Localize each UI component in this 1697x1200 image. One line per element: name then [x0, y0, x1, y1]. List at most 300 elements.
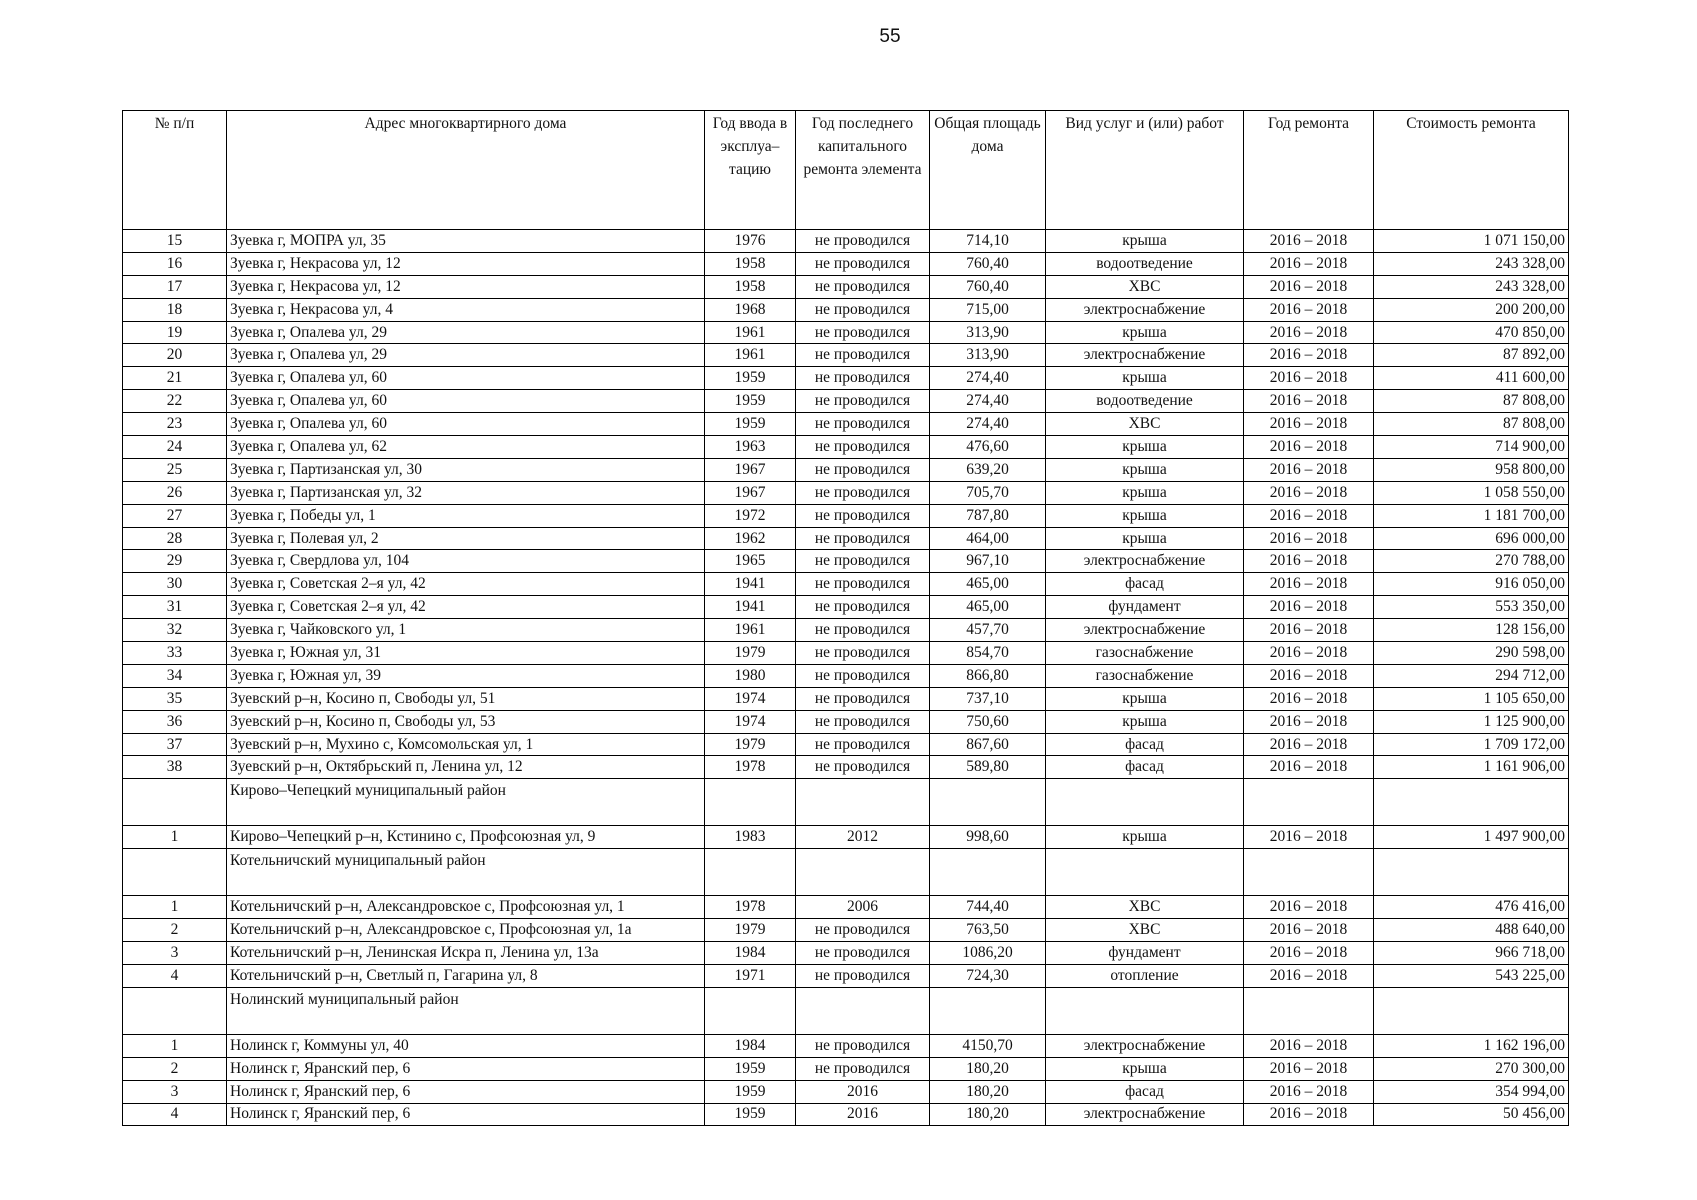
cell-last-repair: не проводился — [796, 942, 930, 965]
cell-address: Зуевка г, Полевая ул, 2 — [227, 527, 705, 550]
cell-num: 2 — [123, 919, 227, 942]
cell-last-repair: не проводился — [796, 733, 930, 756]
column-header-repair-year: Год ремонта — [1244, 111, 1374, 230]
cell-address: Зуевский р–н, Мухино с, Комсомольская ул, 1 — [227, 733, 705, 756]
empty-cell — [796, 849, 930, 896]
cell-address: Зуевка г, Советская 2–я ул, 42 — [227, 596, 705, 619]
column-header-cost: Стоимость ремонта — [1374, 111, 1569, 230]
cell-work-type: электроснабжение — [1046, 298, 1244, 321]
table-row — [123, 527, 1569, 550]
cell-cost: 958 800,00 — [1374, 458, 1569, 481]
cell-year-built: 1979 — [705, 919, 796, 942]
cell-num: 37 — [123, 733, 227, 756]
cell-address: Зуевка г, Победы ул, 1 — [227, 504, 705, 527]
cell-last-repair: не проводился — [796, 964, 930, 987]
cell-last-repair: не проводился — [796, 367, 930, 390]
cell-last-repair: не проводился — [796, 1034, 930, 1057]
cell-cost: 488 640,00 — [1374, 919, 1569, 942]
cell-area: 867,60 — [930, 733, 1046, 756]
cell-address: Котельничский р–н, Александровское с, Профсоюзная ул, 1 — [227, 896, 705, 919]
cell-year-built: 1961 — [705, 321, 796, 344]
cell-work-type: крыша — [1046, 458, 1244, 481]
cell-area: 1086,20 — [930, 942, 1046, 965]
cell-year-built: 1959 — [705, 367, 796, 390]
empty-cell — [705, 779, 796, 826]
table-row — [123, 756, 1569, 779]
cell-num: 4 — [123, 964, 227, 987]
cell-cost: 294 712,00 — [1374, 664, 1569, 687]
cell-num: 35 — [123, 687, 227, 710]
cell-last-repair: 2016 — [796, 1103, 930, 1126]
cell-repair-year: 2016 – 2018 — [1244, 458, 1374, 481]
section-row — [123, 779, 1569, 826]
cell-area: 180,20 — [930, 1080, 1046, 1103]
cell-num: 18 — [123, 298, 227, 321]
cell-work-type: фундамент — [1046, 596, 1244, 619]
cell-work-type: крыша — [1046, 826, 1244, 849]
cell-last-repair: 2012 — [796, 826, 930, 849]
cell-repair-year: 2016 – 2018 — [1244, 919, 1374, 942]
cell-num: 15 — [123, 230, 227, 253]
section-title: Нолинский муниципальный район — [227, 987, 705, 1034]
cell-year-built: 1979 — [705, 642, 796, 665]
table-row — [123, 550, 1569, 573]
cell-num: 20 — [123, 344, 227, 367]
cell-area: 998,60 — [930, 826, 1046, 849]
cell-work-type: отопление — [1046, 964, 1244, 987]
empty-cell — [930, 987, 1046, 1034]
cell-num: 31 — [123, 596, 227, 619]
cell-last-repair: не проводился — [796, 458, 930, 481]
cell-address: Зуевский р–н, Октябрьский п, Ленина ул, 12 — [227, 756, 705, 779]
cell-address: Нолинск г, Яранский пер, 6 — [227, 1080, 705, 1103]
cell-year-built: 1984 — [705, 942, 796, 965]
cell-num: 28 — [123, 527, 227, 550]
cell-address: Зуевка г, Опалева ул, 60 — [227, 367, 705, 390]
table-row — [123, 642, 1569, 665]
cell-repair-year: 2016 – 2018 — [1244, 756, 1374, 779]
cell-address: Зуевка г, Некрасова ул, 12 — [227, 275, 705, 298]
empty-cell — [1374, 987, 1569, 1034]
cell-num: 1 — [123, 896, 227, 919]
cell-address: Зуевский р–н, Косино п, Свободы ул, 51 — [227, 687, 705, 710]
cell-last-repair: 2006 — [796, 896, 930, 919]
cell-work-type: ХВС — [1046, 275, 1244, 298]
table-row — [123, 1057, 1569, 1080]
cell-year-built: 1978 — [705, 896, 796, 919]
cell-area: 760,40 — [930, 252, 1046, 275]
cell-year-built: 1959 — [705, 1103, 796, 1126]
cell-num: 21 — [123, 367, 227, 390]
cell-last-repair: не проводился — [796, 275, 930, 298]
cell-cost: 1 071 150,00 — [1374, 230, 1569, 253]
cell-repair-year: 2016 – 2018 — [1244, 1057, 1374, 1080]
cell-num: 29 — [123, 550, 227, 573]
empty-cell — [123, 987, 227, 1034]
cell-work-type: электроснабжение — [1046, 619, 1244, 642]
cell-repair-year: 2016 – 2018 — [1244, 619, 1374, 642]
cell-work-type: газоснабжение — [1046, 664, 1244, 687]
cell-address: Зуевка г, Партизанская ул, 30 — [227, 458, 705, 481]
cell-last-repair: не проводился — [796, 619, 930, 642]
column-header-address: Адрес многоквартирного дома — [227, 111, 705, 230]
cell-cost: 1 125 900,00 — [1374, 710, 1569, 733]
cell-area: 724,30 — [930, 964, 1046, 987]
cell-cost: 714 900,00 — [1374, 436, 1569, 459]
cell-last-repair: не проводился — [796, 596, 930, 619]
cell-last-repair: не проводился — [796, 756, 930, 779]
empty-cell — [930, 849, 1046, 896]
cell-work-type: электроснабжение — [1046, 1103, 1244, 1126]
cell-year-built: 1959 — [705, 390, 796, 413]
cell-year-built: 1971 — [705, 964, 796, 987]
cell-area: 274,40 — [930, 413, 1046, 436]
cell-repair-year: 2016 – 2018 — [1244, 436, 1374, 459]
cell-cost: 243 328,00 — [1374, 275, 1569, 298]
cell-num: 17 — [123, 275, 227, 298]
cell-num: 1 — [123, 826, 227, 849]
cell-area: 589,80 — [930, 756, 1046, 779]
cell-work-type: крыша — [1046, 436, 1244, 459]
cell-area: 737,10 — [930, 687, 1046, 710]
cell-area: 854,70 — [930, 642, 1046, 665]
cell-area: 715,00 — [930, 298, 1046, 321]
cell-address: Зуевка г, Советская 2–я ул, 42 — [227, 573, 705, 596]
table-row — [123, 942, 1569, 965]
cell-area: 180,20 — [930, 1057, 1046, 1080]
cell-work-type: ХВС — [1046, 413, 1244, 436]
cell-year-built: 1978 — [705, 756, 796, 779]
page-number: 55 — [879, 26, 901, 47]
cell-address: Зуевка г, Опалева ул, 62 — [227, 436, 705, 459]
cell-last-repair: не проводился — [796, 710, 930, 733]
cell-num: 30 — [123, 573, 227, 596]
table-row — [123, 1080, 1569, 1103]
cell-cost: 1 497 900,00 — [1374, 826, 1569, 849]
cell-area: 744,40 — [930, 896, 1046, 919]
cell-address: Котельничский р–н, Светлый п, Гагарина ул, 8 — [227, 964, 705, 987]
cell-repair-year: 2016 – 2018 — [1244, 664, 1374, 687]
table-row — [123, 964, 1569, 987]
cell-work-type: крыша — [1046, 710, 1244, 733]
cell-work-type: электроснабжение — [1046, 550, 1244, 573]
table-header-row — [123, 111, 1569, 230]
cell-repair-year: 2016 – 2018 — [1244, 896, 1374, 919]
cell-repair-year: 2016 – 2018 — [1244, 596, 1374, 619]
empty-cell — [1244, 849, 1374, 896]
cell-work-type: фасад — [1046, 756, 1244, 779]
cell-last-repair: не проводился — [796, 252, 930, 275]
cell-year-built: 1976 — [705, 230, 796, 253]
cell-work-type: крыша — [1046, 321, 1244, 344]
cell-repair-year: 2016 – 2018 — [1244, 298, 1374, 321]
cell-year-built: 1984 — [705, 1034, 796, 1057]
column-header-year-built: Год ввода в эксплуа–тацию — [705, 111, 796, 230]
cell-num: 19 — [123, 321, 227, 344]
cell-work-type: крыша — [1046, 481, 1244, 504]
cell-year-built: 1959 — [705, 1057, 796, 1080]
cell-num: 36 — [123, 710, 227, 733]
cell-repair-year: 2016 – 2018 — [1244, 733, 1374, 756]
cell-address: Зуевка г, Опалева ул, 60 — [227, 413, 705, 436]
cell-num: 24 — [123, 436, 227, 459]
column-header-area: Общая площадь дома — [930, 111, 1046, 230]
cell-area: 760,40 — [930, 275, 1046, 298]
cell-cost: 470 850,00 — [1374, 321, 1569, 344]
empty-cell — [1046, 987, 1244, 1034]
cell-last-repair: не проводился — [796, 687, 930, 710]
cell-last-repair: не проводился — [796, 504, 930, 527]
cell-repair-year: 2016 – 2018 — [1244, 642, 1374, 665]
cell-area: 714,10 — [930, 230, 1046, 253]
cell-repair-year: 2016 – 2018 — [1244, 550, 1374, 573]
cell-cost: 1 058 550,00 — [1374, 481, 1569, 504]
table-row — [123, 710, 1569, 733]
cell-year-built: 1961 — [705, 344, 796, 367]
cell-cost: 270 300,00 — [1374, 1057, 1569, 1080]
cell-last-repair: не проводился — [796, 550, 930, 573]
cell-work-type: крыша — [1046, 230, 1244, 253]
cell-cost: 243 328,00 — [1374, 252, 1569, 275]
table-row — [123, 481, 1569, 504]
cell-work-type: электроснабжение — [1046, 344, 1244, 367]
cell-address: Нолинск г, Яранский пер, 6 — [227, 1103, 705, 1126]
cell-area: 866,80 — [930, 664, 1046, 687]
cell-repair-year: 2016 – 2018 — [1244, 573, 1374, 596]
cell-area: 313,90 — [930, 344, 1046, 367]
cell-repair-year: 2016 – 2018 — [1244, 344, 1374, 367]
table-row — [123, 619, 1569, 642]
cell-cost: 128 156,00 — [1374, 619, 1569, 642]
table-row — [123, 321, 1569, 344]
table-row — [123, 826, 1569, 849]
cell-cost: 200 200,00 — [1374, 298, 1569, 321]
cell-repair-year: 2016 – 2018 — [1244, 413, 1374, 436]
cell-repair-year: 2016 – 2018 — [1244, 481, 1374, 504]
section-title: Кирово–Чепецкий муниципальный район — [227, 779, 705, 826]
table-row — [123, 596, 1569, 619]
cell-num: 23 — [123, 413, 227, 436]
cell-work-type: крыша — [1046, 1057, 1244, 1080]
cell-cost: 290 598,00 — [1374, 642, 1569, 665]
cell-last-repair: не проводился — [796, 642, 930, 665]
cell-address: Зуевка г, Некрасова ул, 12 — [227, 252, 705, 275]
cell-year-built: 1974 — [705, 710, 796, 733]
table-row — [123, 367, 1569, 390]
cell-address: Зуевка г, Свердлова ул, 104 — [227, 550, 705, 573]
cell-work-type: крыша — [1046, 367, 1244, 390]
cell-address: Кирово–Чепецкий р–н, Кстинино с, Профсоюзная ул, 9 — [227, 826, 705, 849]
cell-repair-year: 2016 – 2018 — [1244, 390, 1374, 413]
cell-work-type: крыша — [1046, 504, 1244, 527]
table-row — [123, 733, 1569, 756]
section-title: Котельничский муниципальный район — [227, 849, 705, 896]
cell-address: Зуевка г, Опалева ул, 60 — [227, 390, 705, 413]
cell-address: Котельничский р–н, Ленинская Искра п, Ленина ул, 13а — [227, 942, 705, 965]
cell-year-built: 1967 — [705, 481, 796, 504]
cell-year-built: 1958 — [705, 252, 796, 275]
cell-num: 1 — [123, 1034, 227, 1057]
cell-num: 32 — [123, 619, 227, 642]
cell-area: 967,10 — [930, 550, 1046, 573]
cell-work-type: водоотведение — [1046, 252, 1244, 275]
cell-num: 3 — [123, 942, 227, 965]
cell-num: 34 — [123, 664, 227, 687]
table-row — [123, 230, 1569, 253]
column-header-num: № п/п — [123, 111, 227, 230]
section-row — [123, 987, 1569, 1034]
cell-last-repair: не проводился — [796, 390, 930, 413]
cell-cost: 87 808,00 — [1374, 413, 1569, 436]
cell-cost: 553 350,00 — [1374, 596, 1569, 619]
cell-address: Нолинск г, Коммуны ул, 40 — [227, 1034, 705, 1057]
cell-area: 313,90 — [930, 321, 1046, 344]
cell-address: Зуевка г, Некрасова ул, 4 — [227, 298, 705, 321]
cell-work-type: крыша — [1046, 527, 1244, 550]
table-row — [123, 919, 1569, 942]
table-body — [123, 230, 1569, 1126]
cell-cost: 1 181 700,00 — [1374, 504, 1569, 527]
empty-cell — [705, 987, 796, 1034]
cell-address: Зуевский р–н, Косино п, Свободы ул, 53 — [227, 710, 705, 733]
cell-area: 763,50 — [930, 919, 1046, 942]
cell-last-repair: не проводился — [796, 344, 930, 367]
cell-area: 465,00 — [930, 573, 1046, 596]
cell-last-repair: не проводился — [796, 527, 930, 550]
section-row — [123, 849, 1569, 896]
cell-address: Зуевка г, Партизанская ул, 32 — [227, 481, 705, 504]
empty-cell — [1046, 779, 1244, 826]
table-row — [123, 1103, 1569, 1126]
cell-work-type: ХВС — [1046, 896, 1244, 919]
empty-cell — [796, 779, 930, 826]
cell-work-type: газоснабжение — [1046, 642, 1244, 665]
cell-cost: 87 808,00 — [1374, 390, 1569, 413]
cell-area: 705,70 — [930, 481, 1046, 504]
table-row — [123, 436, 1569, 459]
cell-num: 4 — [123, 1103, 227, 1126]
cell-num: 26 — [123, 481, 227, 504]
cell-year-built: 1965 — [705, 550, 796, 573]
cell-year-built: 1959 — [705, 1080, 796, 1103]
empty-cell — [123, 779, 227, 826]
cell-last-repair: не проводился — [796, 573, 930, 596]
cell-cost: 87 892,00 — [1374, 344, 1569, 367]
cell-num: 27 — [123, 504, 227, 527]
cell-cost: 50 456,00 — [1374, 1103, 1569, 1126]
table-row — [123, 458, 1569, 481]
cell-cost: 916 050,00 — [1374, 573, 1569, 596]
cell-work-type: фасад — [1046, 573, 1244, 596]
table-row — [123, 504, 1569, 527]
cell-address: Зуевка г, Опалева ул, 29 — [227, 321, 705, 344]
cell-num: 25 — [123, 458, 227, 481]
cell-address: Зуевка г, Чайковского ул, 1 — [227, 619, 705, 642]
cell-repair-year: 2016 – 2018 — [1244, 687, 1374, 710]
cell-area: 465,00 — [930, 596, 1046, 619]
cell-num: 22 — [123, 390, 227, 413]
cell-last-repair: не проводился — [796, 321, 930, 344]
cell-work-type: ХВС — [1046, 919, 1244, 942]
table-row — [123, 664, 1569, 687]
table-row — [123, 275, 1569, 298]
cell-last-repair: не проводился — [796, 1057, 930, 1080]
cell-work-type: фундамент — [1046, 942, 1244, 965]
table-row — [123, 1034, 1569, 1057]
cell-repair-year: 2016 – 2018 — [1244, 1080, 1374, 1103]
cell-year-built: 1974 — [705, 687, 796, 710]
cell-year-built: 1941 — [705, 573, 796, 596]
cell-year-built: 1980 — [705, 664, 796, 687]
cell-area: 457,70 — [930, 619, 1046, 642]
cell-repair-year: 2016 – 2018 — [1244, 710, 1374, 733]
table-row — [123, 687, 1569, 710]
cell-address: Зуевка г, Южная ул, 39 — [227, 664, 705, 687]
cell-cost: 476 416,00 — [1374, 896, 1569, 919]
empty-cell — [930, 779, 1046, 826]
cell-cost: 966 718,00 — [1374, 942, 1569, 965]
cell-area: 180,20 — [930, 1103, 1046, 1126]
cell-repair-year: 2016 – 2018 — [1244, 1103, 1374, 1126]
column-header-work-type: Вид услуг и (или) работ — [1046, 111, 1244, 230]
cell-work-type: фасад — [1046, 733, 1244, 756]
cell-repair-year: 2016 – 2018 — [1244, 1034, 1374, 1057]
cell-year-built: 1958 — [705, 275, 796, 298]
cell-last-repair: не проводился — [796, 298, 930, 321]
cell-year-built: 1959 — [705, 413, 796, 436]
cell-repair-year: 2016 – 2018 — [1244, 964, 1374, 987]
cell-year-built: 1983 — [705, 826, 796, 849]
cell-area: 787,80 — [930, 504, 1046, 527]
cell-repair-year: 2016 – 2018 — [1244, 230, 1374, 253]
cell-area: 274,40 — [930, 390, 1046, 413]
table-row — [123, 413, 1569, 436]
cell-area: 639,20 — [930, 458, 1046, 481]
cell-last-repair: не проводился — [796, 436, 930, 459]
cell-year-built: 1961 — [705, 619, 796, 642]
cell-area: 464,00 — [930, 527, 1046, 550]
empty-cell — [705, 849, 796, 896]
cell-address: Нолинск г, Яранский пер, 6 — [227, 1057, 705, 1080]
table-row — [123, 344, 1569, 367]
table-row — [123, 573, 1569, 596]
cell-cost: 1 161 906,00 — [1374, 756, 1569, 779]
table-row — [123, 298, 1569, 321]
cell-year-built: 1972 — [705, 504, 796, 527]
repair-registry-table — [122, 110, 1569, 1126]
cell-address: Зуевка г, Опалева ул, 29 — [227, 344, 705, 367]
cell-cost: 1 162 196,00 — [1374, 1034, 1569, 1057]
cell-cost: 696 000,00 — [1374, 527, 1569, 550]
cell-year-built: 1968 — [705, 298, 796, 321]
cell-last-repair: не проводился — [796, 481, 930, 504]
cell-address: Котельничский р–н, Александровское с, Профсоюзная ул, 1а — [227, 919, 705, 942]
empty-cell — [123, 849, 227, 896]
cell-last-repair: не проводился — [796, 230, 930, 253]
cell-cost: 543 225,00 — [1374, 964, 1569, 987]
empty-cell — [1244, 987, 1374, 1034]
cell-area: 274,40 — [930, 367, 1046, 390]
cell-num: 2 — [123, 1057, 227, 1080]
empty-cell — [1244, 779, 1374, 826]
cell-repair-year: 2016 – 2018 — [1244, 252, 1374, 275]
cell-work-type: фасад — [1046, 1080, 1244, 1103]
cell-repair-year: 2016 – 2018 — [1244, 504, 1374, 527]
cell-repair-year: 2016 – 2018 — [1244, 826, 1374, 849]
cell-work-type: электроснабжение — [1046, 1034, 1244, 1057]
cell-area: 4150,70 — [930, 1034, 1046, 1057]
cell-cost: 411 600,00 — [1374, 367, 1569, 390]
